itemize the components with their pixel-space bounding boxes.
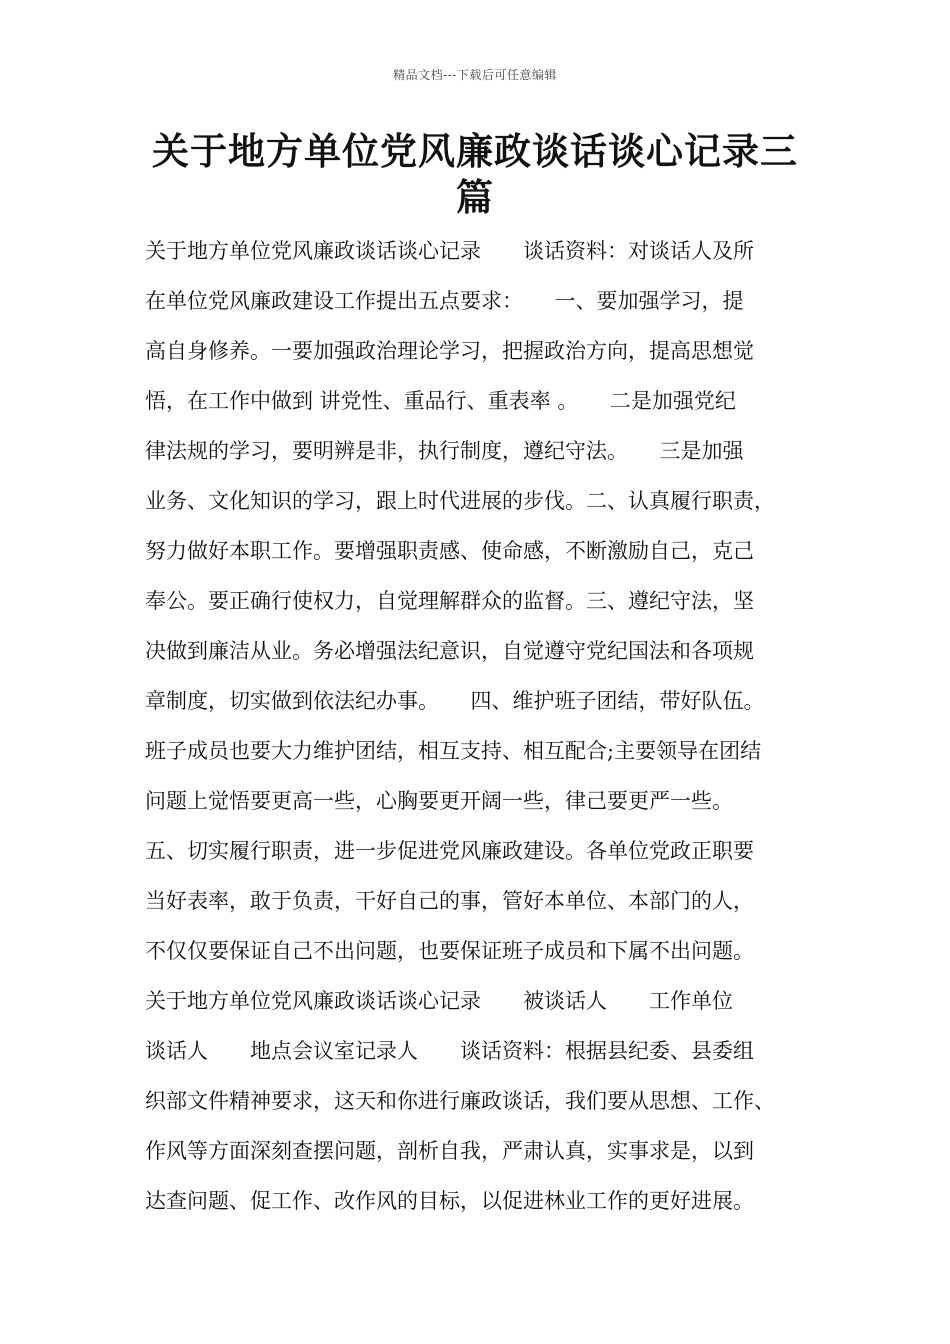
body-line: 关于地方单位党风廉政谈话谈心记录 被谈话人 工作单位: [145, 989, 733, 1013]
body-text: [145, 226, 825, 1226]
body-line: 当好表率，敢于负责，干好自己的事，管好本单位、本部门的人，: [145, 889, 754, 913]
body-line: 织部文件精神要求，这天和你进行廉政谈话，我们要从思想、工作、: [145, 1089, 775, 1113]
body-line: 关于地方单位党风廉政谈话谈心记录 谈话资料：对谈话人及所: [145, 239, 754, 263]
document-title: [140, 128, 810, 220]
body-line: 达查问题、促工作、改作风的目标，以促进林业工作的更好进展。: [145, 1189, 754, 1213]
title-line: 篇: [456, 175, 494, 219]
body-line: 律法规的学习，要明辨是非，执行制度，遵纪守法。 三是加强: [145, 439, 744, 463]
body-line: 班子成员也要大力维护团结，相互支持、相互配合;主要领导在团结: [145, 739, 762, 763]
body-line: 业务、文化知识的学习，跟上时代进展的步伐。二、认真履行职责，: [145, 489, 775, 513]
body-line: 作风等方面深刻查摆问题，剖析自我，严肃认真，实事求是，以到: [145, 1139, 754, 1163]
body-line: 不仅仅要保证自己不出问题，也要保证班子成员和下属不出问题。: [145, 939, 754, 963]
body-line: 在单位党风廉政建设工作提出五点要求： 一、要加强学习，提: [145, 289, 744, 313]
header-note: 精品文档---下载后可任意编辑: [393, 68, 557, 82]
body-line: 奉公。要正确行使权力，自觉理解群众的监督。三、遵纪守法，坚: [145, 589, 754, 613]
body-line: 五、切实履行职责，进一步促进党风廉政建设。各单位党政正职要: [145, 839, 754, 863]
body-line: 高自身修养。一要加强政治理论学习，把握政治方向，提高思想觉: [145, 339, 754, 363]
body-line: 努力做好本职工作。要增强职责感、使命感，不断激励自己，克己: [145, 539, 754, 563]
body-line: 悟，在工作中做到 讲党性、重品行、重表率 。 二是加强党纪: [145, 389, 736, 413]
title-line: 关于地方单位党风廉政谈话谈心记录三: [152, 129, 798, 173]
body-line: 章制度，切实做到依法纪办事。 四、维护班子团结，带好队伍。: [145, 689, 765, 713]
body-line: 问题上觉悟要更高一些，心胸要更开阔一些，律己要更严一些。: [145, 789, 733, 813]
body-line: 决做到廉洁从业。务必增强法纪意识，自觉遵守党纪国法和各项规: [145, 639, 754, 663]
body-line: 谈话人 地点会议室记录人 谈话资料：根据县纪委、县委组: [145, 1039, 754, 1063]
